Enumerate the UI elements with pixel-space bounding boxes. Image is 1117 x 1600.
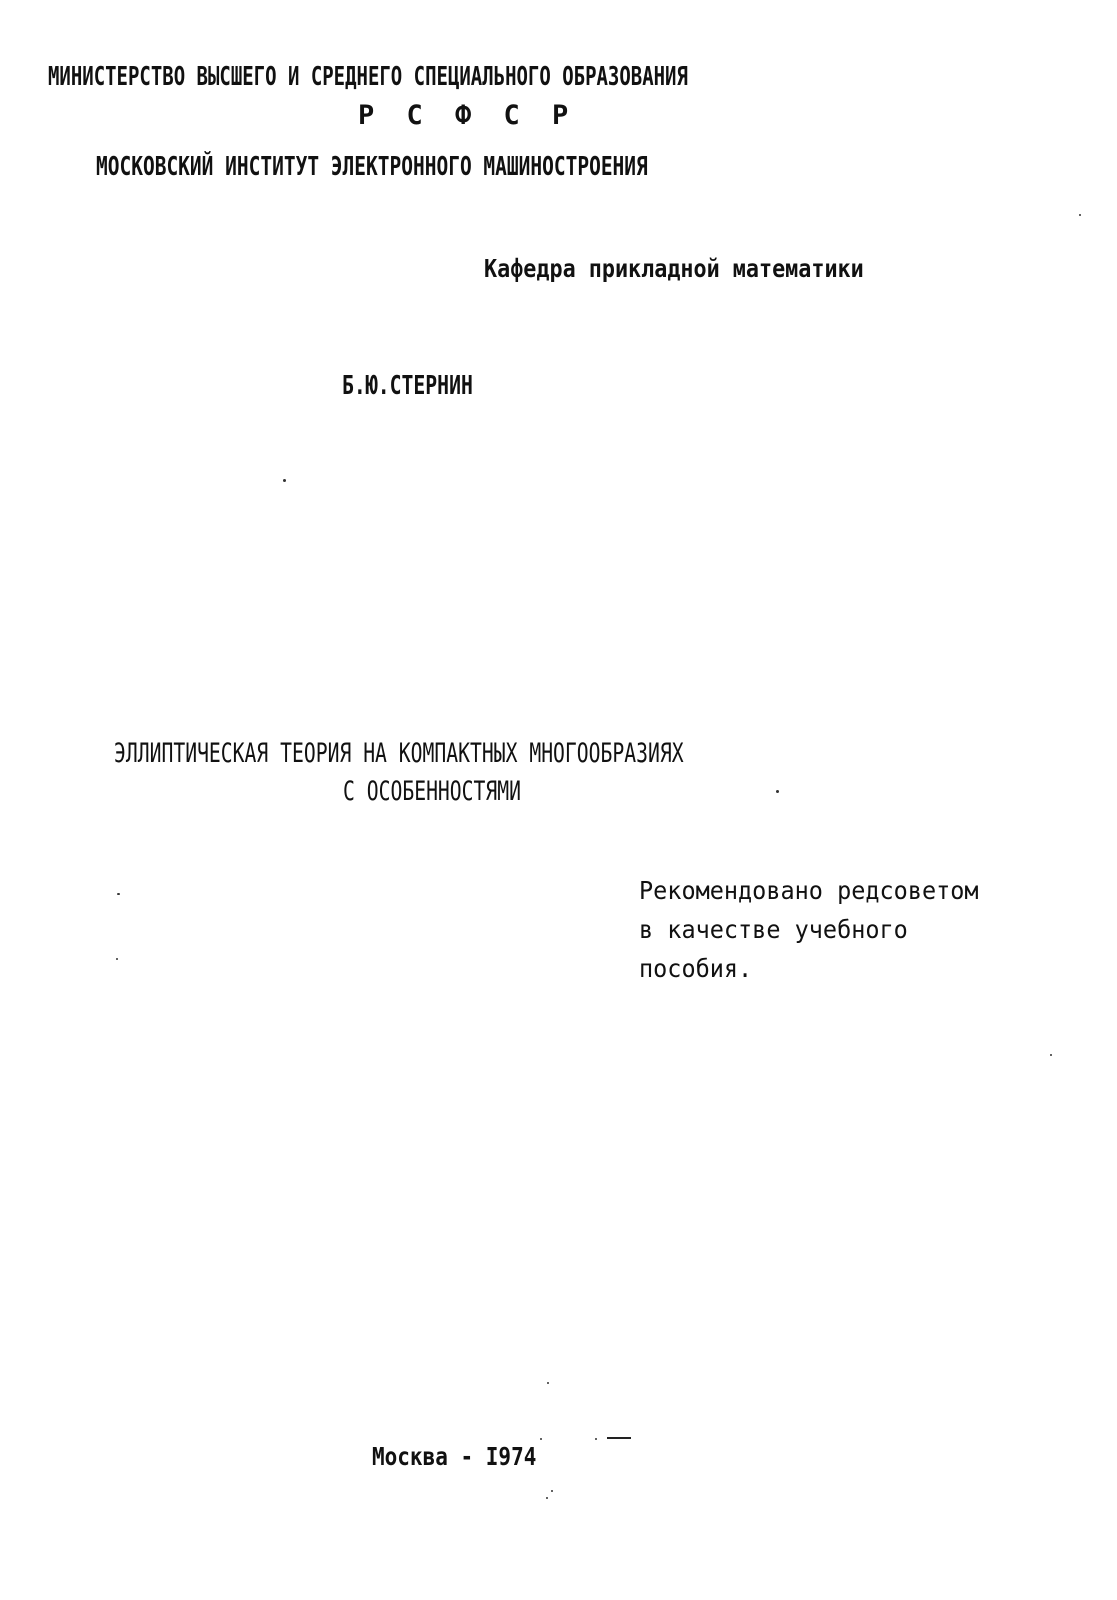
scan-speck (116, 958, 118, 960)
scan-speck (1079, 214, 1081, 216)
ministry-heading: МИНИСТЕРСТВО ВЫСШЕГО И СРЕДНЕГО СПЕЦИАЛЬНОГО ОБРАЗОВАНИЯ (48, 62, 688, 92)
book-title-line-1: ЭЛЛИПТИЧЕСКАЯ ТЕОРИЯ НА КОМПАКТНЫХ МНОГООБРАЗИЯХ (114, 738, 684, 769)
author-name: Б.Ю.СТЕРНИН (342, 371, 473, 401)
scan-speck (595, 1438, 597, 1440)
scan-dash (607, 1437, 631, 1439)
republic-heading: Р С Ф С Р (358, 100, 577, 131)
scan-speck (547, 1382, 549, 1384)
scan-speck (283, 479, 286, 482)
scan-speck (546, 1497, 548, 1499)
scan-speck (1050, 1054, 1052, 1056)
recommendation-line-2: в качестве учебного (639, 915, 908, 944)
recommendation-line-3: пособия. (639, 954, 753, 983)
scan-speck (540, 1438, 542, 1440)
scan-speck (117, 893, 120, 895)
imprint-city-year: Москва - I974 (372, 1442, 537, 1471)
department-name: Кафедра прикладной математики (484, 254, 864, 283)
institute-heading: МОСКОВСКИЙ ИНСТИТУТ ЭЛЕКТРОННОГО МАШИНОСТРОЕНИЯ (96, 152, 648, 182)
scan-speck (551, 1490, 553, 1492)
recommendation-line-1: Рекомендовано редсоветом (639, 876, 979, 905)
book-title-line-2: С ОСОБЕННОСТЯМИ (343, 776, 522, 807)
scan-speck (776, 790, 779, 793)
